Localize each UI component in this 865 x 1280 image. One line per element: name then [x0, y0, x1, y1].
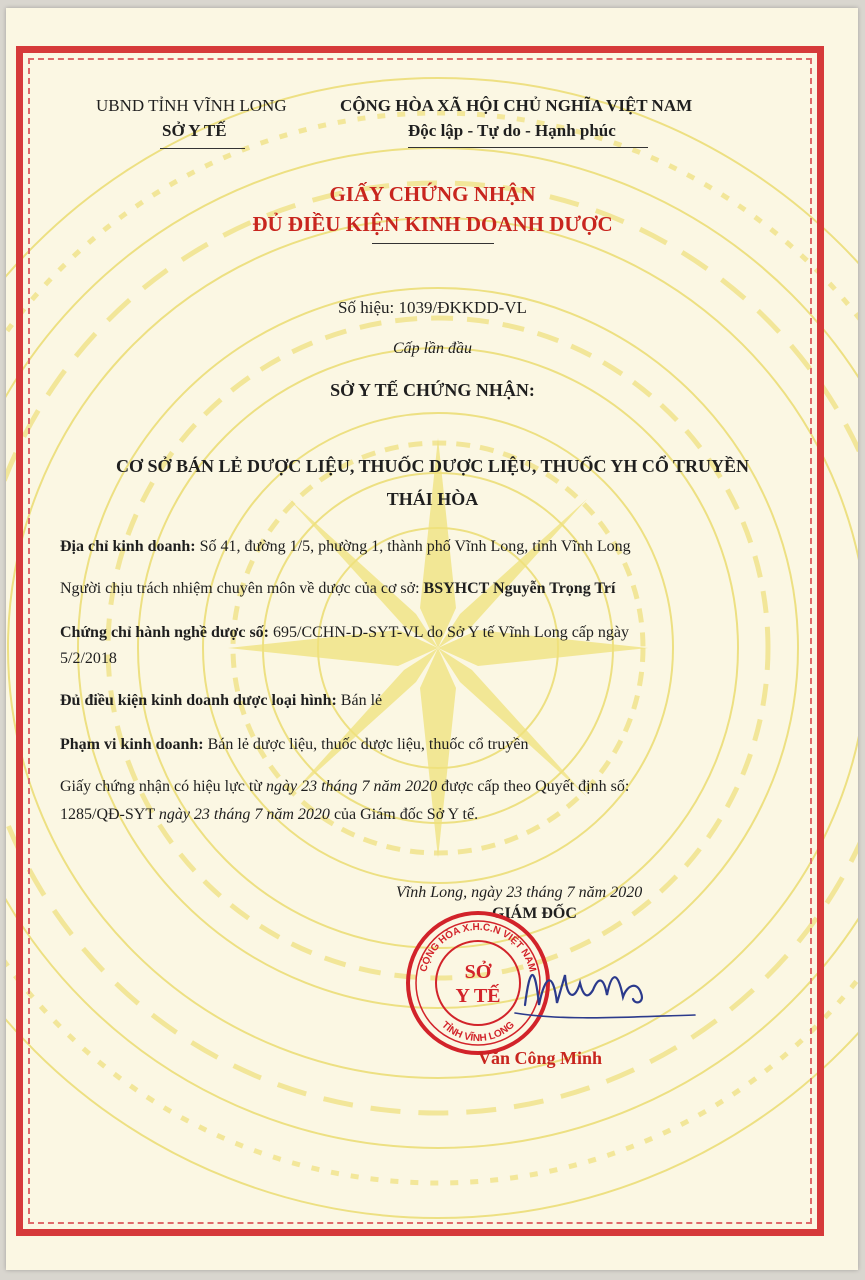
business-type-label: Đủ điều kiện kinh doanh dược loại hình:	[60, 692, 337, 709]
seal-ring-top: CỘNG HÒA X.H.C.N VIỆT NAM	[418, 921, 538, 974]
cert-date: 5/2/2018	[60, 650, 117, 667]
header-right-country: CỘNG HÒA XÃ HỘI CHỦ NGHĨA VIỆT NAM	[340, 96, 693, 115]
title-underline	[372, 243, 494, 244]
address-row	[60, 538, 631, 556]
handwritten-signature	[505, 955, 705, 1035]
responsible-label: Người chịu trách nhiệm chuyên môn về dược của cơ sở:	[60, 580, 420, 597]
business-type-row	[60, 692, 382, 710]
scope-value: Bán lẻ dược liệu, thuốc dược liệu, thuốc cổ truyền	[207, 736, 529, 753]
decision-date: ngày 23 tháng 7 năm 2020	[158, 806, 330, 823]
cert-label: Chứng chỉ hành nghề dược số:	[60, 624, 270, 641]
certificate-title: GIẤY CHỨNG NHẬN	[329, 182, 536, 206]
header-right-underline	[408, 147, 648, 148]
signer-position: GIÁM ĐỐC	[492, 905, 577, 922]
address-value: Số 41, đường 1/5, phường 1, thành phố Vĩnh Long, tỉnh Vĩnh Long	[199, 538, 631, 555]
certificate-number: Số hiệu: 1039/ĐKKDD-VL	[338, 298, 527, 317]
cert-row	[60, 624, 629, 642]
responsible-row	[60, 580, 615, 598]
scope-label: Phạm vi kinh doanh:	[60, 736, 204, 753]
header-left-authority: UBND TỈNH VĨNH LONG	[96, 96, 287, 115]
validity-text-2: được cấp theo Quyết định số:	[441, 778, 630, 795]
certificate-subtitle: ĐỦ ĐIỀU KIỆN KINH DOANH DƯỢC	[252, 212, 613, 236]
business-type-value: Bán lẻ	[340, 692, 383, 709]
address-label: Địa chỉ kinh doanh:	[60, 538, 196, 555]
cert-value: 695/CCHN-D-SYT-VL do Sở Y tế Vĩnh Long cấp ngày	[273, 624, 630, 641]
scope-row	[60, 736, 528, 754]
validity-text: Giấy chứng nhận có hiệu lực từ	[60, 778, 262, 795]
header-left-department: SỞ Y TẾ	[162, 121, 227, 140]
seal-center-2: Y TẾ	[455, 985, 501, 1007]
responsible-value: BSYHCT Nguyễn Trọng Trí	[423, 580, 616, 597]
issue-type: Cấp lần đầu	[392, 340, 473, 357]
establishment-name: CƠ SỞ BÁN LẺ DƯỢC LIỆU, THUỐC DƯỢC LIỆU, THUỐC YH CỔ TRUYỀN	[115, 456, 750, 476]
header-right-motto: Độc lập - Tự do - Hạnh phúc	[408, 121, 616, 140]
decision-row	[60, 806, 478, 824]
signer-name: Văn Công Minh	[478, 1048, 603, 1068]
seal-center-1: SỞ	[464, 961, 492, 983]
seal-ring-bottom: TỈNH VĨNH LONG	[439, 1019, 517, 1045]
establishment-name-2: THÁI HÒA	[386, 489, 479, 509]
certify-heading: SỞ Y TẾ CHỨNG NHẬN:	[330, 380, 535, 400]
place-date: Vĩnh Long, ngày 23 tháng 7 năm 2020	[396, 884, 643, 901]
decision-number: 1285/QĐ-SYT	[60, 806, 155, 823]
validity-row	[60, 778, 629, 796]
header-left-underline	[160, 148, 245, 149]
decision-tail: của Giám đốc Sở Y tế.	[333, 806, 479, 823]
validity-date: ngày 23 tháng 7 năm 2020	[265, 778, 438, 795]
